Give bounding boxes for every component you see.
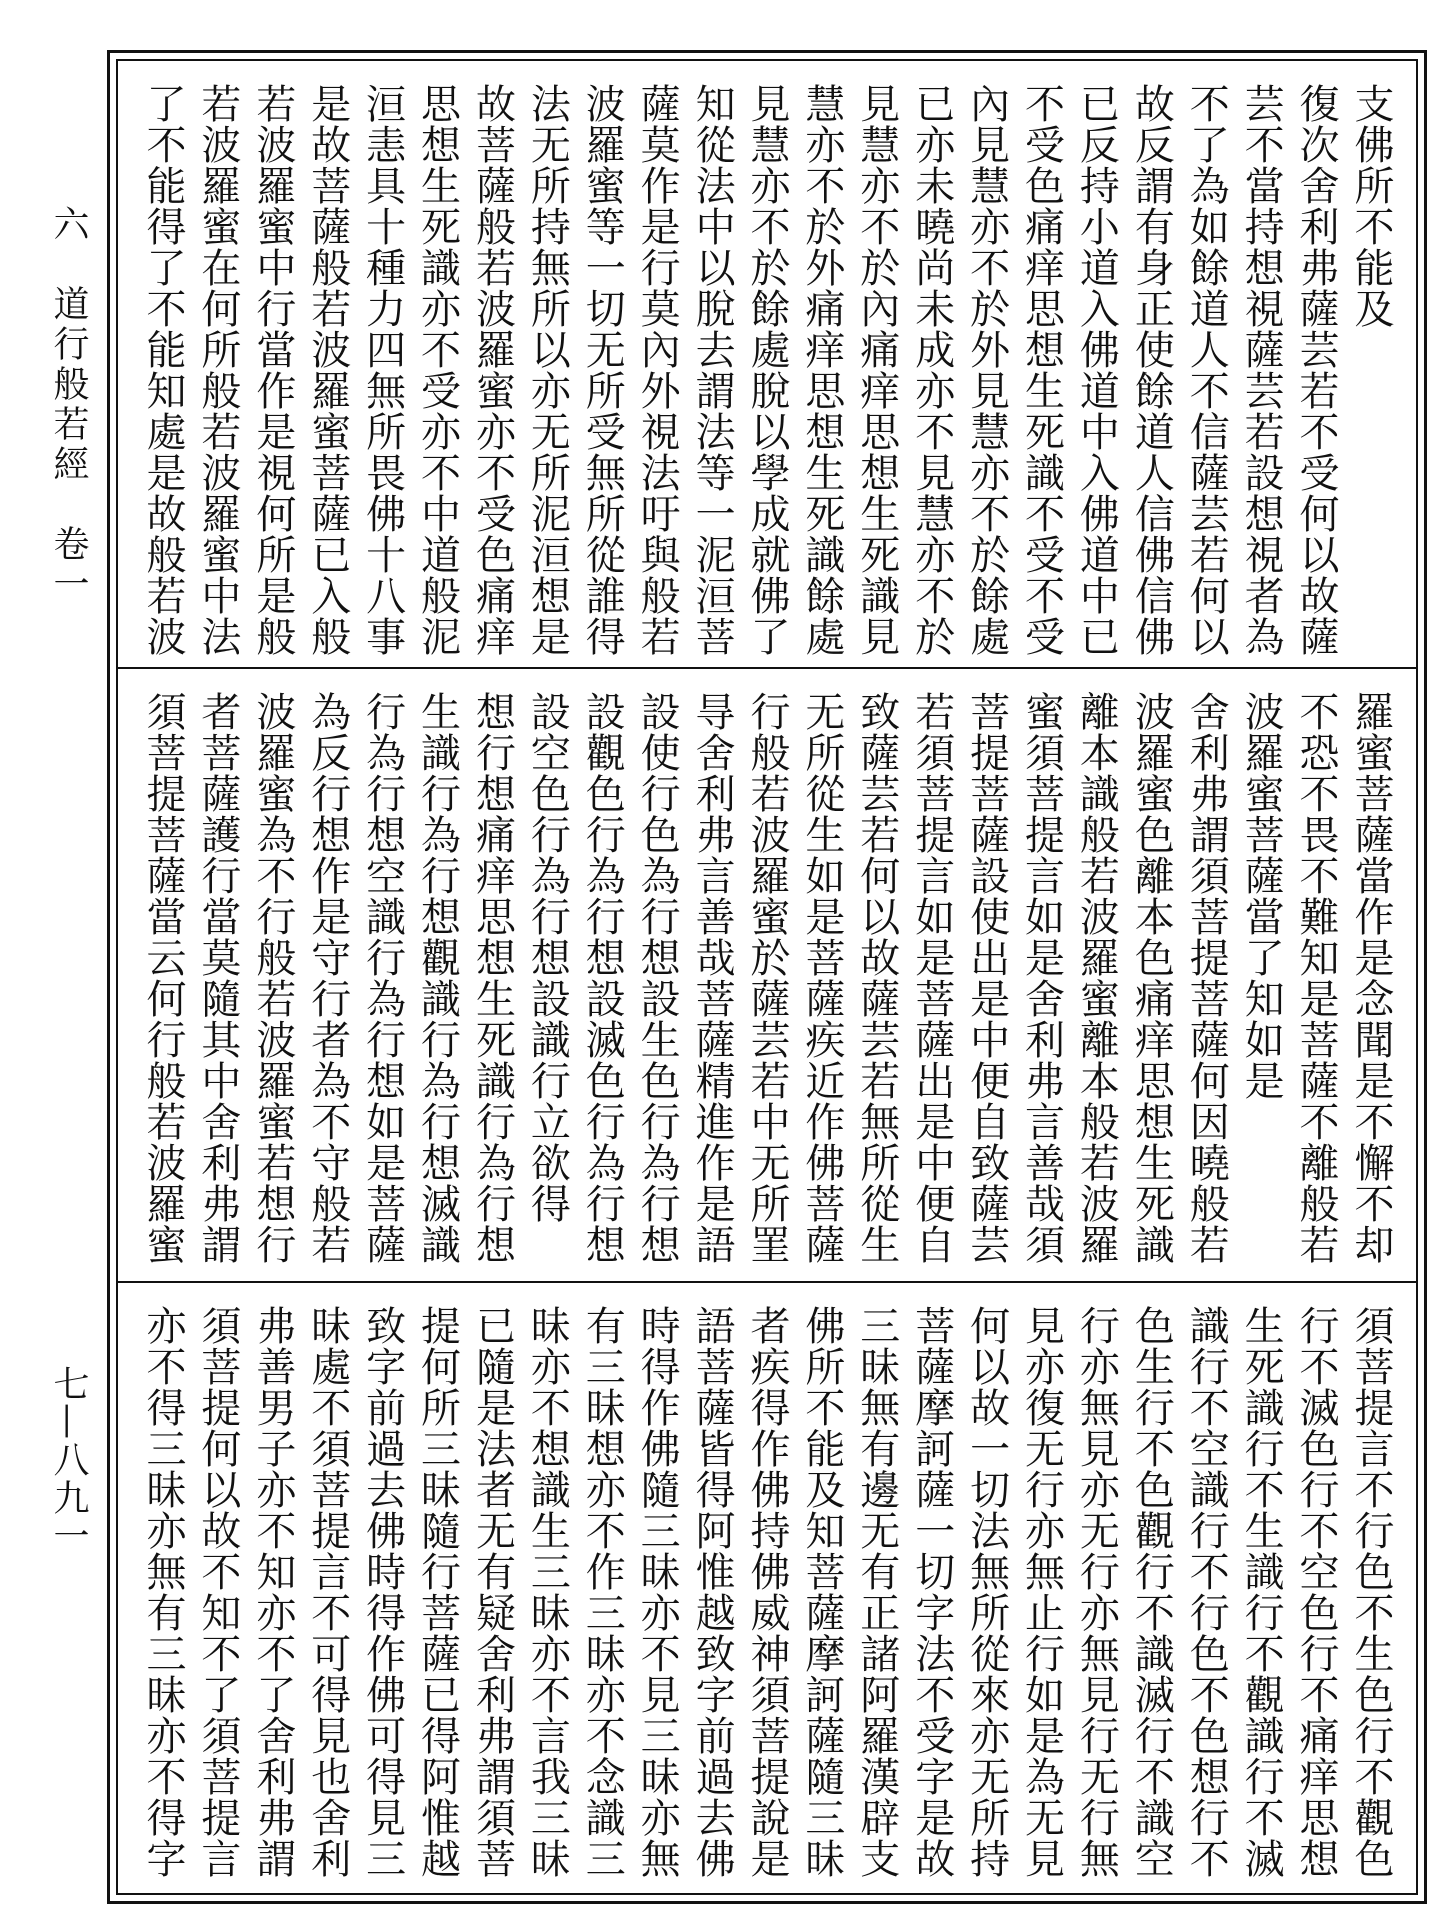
text-column: 設觀色行為行想設滅色行為行想 bbox=[579, 691, 626, 1265]
text-column: 時得作佛隨三昧亦不見三昧亦無 bbox=[634, 1305, 681, 1879]
text-column: 知從法中以脫去謂法等一泥洹菩 bbox=[689, 83, 736, 657]
text-columns bbox=[138, 691, 1396, 1281]
text-column: 佛所不能及知菩薩摩訶薩隨三昧 bbox=[798, 1305, 845, 1879]
text-column: 已亦未曉尚未成亦不見慧亦不於 bbox=[908, 83, 955, 657]
text-column: 亦不得三昧亦無有三昧亦不得字 bbox=[140, 1305, 186, 1879]
margin-title: 六 道行般若經 卷一 bbox=[48, 205, 89, 605]
text-column: 羅蜜菩薩當作是念聞是不懈不却 bbox=[1347, 691, 1394, 1265]
text-column: 㝵舍利弗言善哉菩薩精進作是語 bbox=[689, 691, 736, 1265]
text-column: 行為行想空識行為行想如是菩薩 bbox=[359, 691, 406, 1265]
text-columns bbox=[138, 1305, 1396, 1893]
text-column: 波羅蜜菩薩當了知如是 bbox=[1238, 691, 1285, 1101]
text-column: 故菩薩般若波羅蜜亦不受色痛痒 bbox=[469, 83, 516, 657]
text-column: 不恐不畏不難知是菩薩不離般若 bbox=[1293, 691, 1340, 1265]
text-column: 波羅蜜為不行般若波羅蜜若想行 bbox=[249, 691, 296, 1265]
text-column: 為反行想作是守行者為不守般若 bbox=[304, 691, 351, 1265]
text-column: 須菩提何以故不知不了須菩提言 bbox=[194, 1305, 241, 1879]
text-column: 致薩芸若何以故薩芸若無所從生 bbox=[853, 691, 900, 1265]
text-column: 識行不空識行不行色不色想行不 bbox=[1183, 1305, 1230, 1879]
register-top bbox=[118, 61, 1416, 667]
text-column: 復次舍利弗薩芸若不受何以故薩 bbox=[1293, 83, 1340, 657]
text-column: 見慧亦不於內痛痒思想生死識見 bbox=[853, 83, 900, 657]
register-bottom bbox=[118, 1281, 1416, 1893]
text-column: 想行想痛痒思想生死識行為行想 bbox=[469, 691, 516, 1265]
text-column: 語菩薩皆得阿惟越致字前過去佛 bbox=[689, 1305, 736, 1879]
text-columns bbox=[138, 83, 1396, 667]
text-column: 致字前過去佛時得作佛可得見三 bbox=[359, 1305, 406, 1879]
text-column: 須菩提菩薩當云何行般若波羅蜜 bbox=[140, 691, 186, 1265]
text-column: 見慧亦不於餘處脫以學成就佛了 bbox=[743, 83, 790, 657]
text-column: 了不能得了不能知處是故般若波 bbox=[140, 83, 186, 657]
text-column: 无所從生如是菩薩疾近作佛菩薩 bbox=[798, 691, 845, 1265]
text-column: 慧亦不於外痛痒思想生死識餘處 bbox=[798, 83, 845, 657]
text-column: 行亦無見亦无行亦無見行无行無 bbox=[1073, 1305, 1120, 1879]
text-column: 提何所三昧隨行菩薩已得阿惟越 bbox=[414, 1305, 461, 1879]
text-column: 三昧無有邊无有正諸阿羅漢辟支 bbox=[853, 1305, 900, 1879]
text-column: 薩莫作是行莫內外視法吁與般若 bbox=[634, 83, 681, 657]
text-column: 不了為如餘道人不信薩芸若何以 bbox=[1183, 83, 1230, 657]
text-column: 設空色行為行想設識行立欲得 bbox=[524, 691, 571, 1224]
text-column: 行不滅色行不空色行不痛痒思想 bbox=[1293, 1305, 1340, 1879]
text-column: 生識行為行想觀識行為行想滅識 bbox=[414, 691, 461, 1265]
text-column: 生死識行不生識行不觀識行不滅 bbox=[1238, 1305, 1285, 1879]
register-middle bbox=[118, 667, 1416, 1281]
text-column: 昧處不須菩提言不可得見也舍利 bbox=[304, 1305, 351, 1879]
text-column: 洹恚具十種力四無所畏佛十八事 bbox=[359, 83, 406, 657]
text-column: 思想生死識亦不受亦不中道般泥 bbox=[414, 83, 461, 657]
text-column: 菩提菩薩設使出是中便自致薩芸 bbox=[963, 691, 1010, 1265]
text-column: 有三昧想亦不作三昧亦不念識三 bbox=[579, 1305, 626, 1879]
text-column: 是故菩薩般若波羅蜜菩薩已入般 bbox=[304, 83, 351, 657]
text-column: 見亦復无行亦無止行如是為无見 bbox=[1018, 1305, 1065, 1879]
text-column: 支佛所不能及 bbox=[1347, 83, 1394, 329]
text-column: 者菩薩護行當莫隨其中舍利弗謂 bbox=[194, 691, 241, 1265]
text-column: 不受色痛痒思想生死識不受不受 bbox=[1018, 83, 1065, 657]
text-column: 何以故一切法無所從來亦无所持 bbox=[963, 1305, 1010, 1879]
text-column: 若波羅蜜在何所般若波羅蜜中法 bbox=[194, 83, 241, 657]
text-column: 舍利弗謂須菩提菩薩何因曉般若 bbox=[1183, 691, 1230, 1265]
text-column: 已隨是法者无有疑舍利弗謂須菩 bbox=[469, 1305, 516, 1879]
text-column: 已反持小道入佛道中入佛道中已 bbox=[1073, 83, 1120, 657]
text-column: 蜜須菩提言如是舍利弗言善哉須 bbox=[1018, 691, 1065, 1265]
text-column: 行般若波羅蜜於薩芸若中无所罣 bbox=[743, 691, 790, 1265]
text-column: 波羅蜜等一切无所受無所從誰得 bbox=[579, 83, 626, 657]
text-column: 法无所持無所以亦无所泥洹想是 bbox=[524, 83, 571, 657]
text-column: 色生行不色觀行不識滅行不識空 bbox=[1128, 1305, 1175, 1879]
text-column: 昧亦不想識生三昧亦不言我三昧 bbox=[524, 1305, 571, 1879]
page-number: 七—八九一 bbox=[48, 1365, 89, 1555]
text-column: 設使行色為行想設生色行為行想 bbox=[634, 691, 681, 1265]
text-column: 若波羅蜜中行當作是視何所是般 bbox=[249, 83, 296, 657]
text-column: 者疾得作佛持佛威神須菩提說是 bbox=[743, 1305, 790, 1879]
text-column: 弗善男子亦不知亦不了舍利弗謂 bbox=[249, 1305, 296, 1879]
text-column: 離本識般若波羅蜜離本般若波羅 bbox=[1073, 691, 1120, 1265]
text-column: 須菩提言不行色不生色行不觀色 bbox=[1347, 1305, 1394, 1879]
text-column: 故反謂有身正使餘道人信佛信佛 bbox=[1128, 83, 1175, 657]
text-column: 芸不當持想視薩芸若設想視者為 bbox=[1238, 83, 1285, 657]
text-column: 內見慧亦不於外見慧亦不於餘處 bbox=[963, 83, 1010, 657]
text-column: 波羅蜜色離本色痛痒思想生死識 bbox=[1128, 691, 1175, 1265]
text-column: 若須菩提言如是菩薩出是中便自 bbox=[908, 691, 955, 1265]
text-column: 菩薩摩訶薩一切字法不受字是故 bbox=[908, 1305, 955, 1879]
